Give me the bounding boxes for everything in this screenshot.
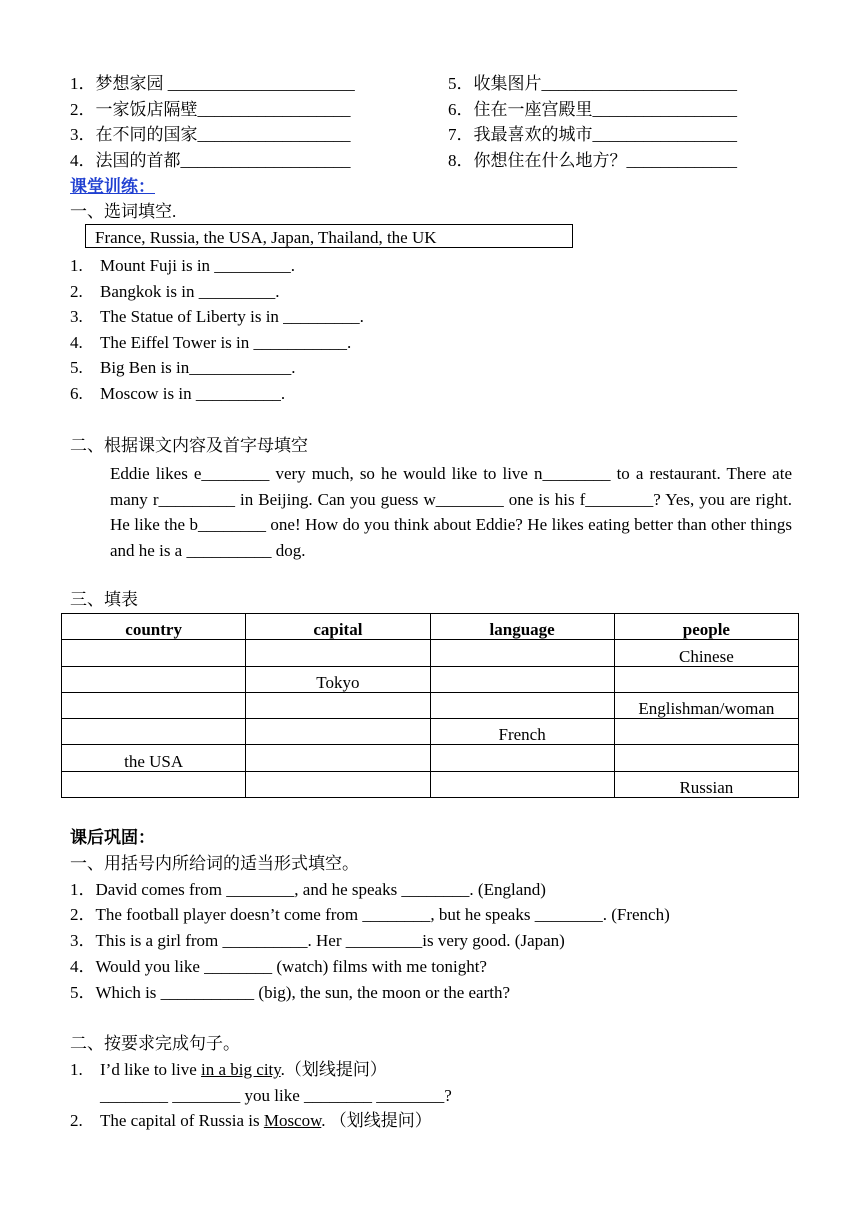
list-item: 5．Which is ___________ (big), the sun, the moon or the earth? bbox=[70, 983, 511, 1002]
table-cell: Chinese bbox=[614, 640, 798, 666]
vocab-item: 4．法国的首都____________________ bbox=[70, 151, 351, 170]
column-header: language bbox=[430, 614, 614, 640]
table-cell bbox=[246, 771, 430, 797]
list-item: 5. Big Ben is in____________. bbox=[70, 358, 296, 377]
underlined-phrase: Moscow bbox=[263, 1111, 322, 1130]
word-bank-text: France, Russia, the USA, Japan, Thailand, the UK bbox=[95, 228, 437, 247]
table-cell bbox=[430, 640, 614, 666]
vocab-item: 6．住在一座宫殿里_________________ bbox=[448, 100, 737, 119]
vocab-item: 5．收集图片_______________________ bbox=[448, 74, 737, 93]
table-cell bbox=[614, 719, 798, 745]
list-item: 4. The Eiffel Tower is in ___________. bbox=[70, 333, 352, 352]
table-cell bbox=[614, 745, 798, 771]
table-row bbox=[62, 640, 799, 666]
table-cell bbox=[430, 666, 614, 692]
table-cell bbox=[614, 666, 798, 692]
table-cell: the USA bbox=[62, 745, 246, 771]
underlined-phrase: in a big city bbox=[201, 1060, 281, 1079]
part1-title: 一、选词填空. bbox=[70, 202, 177, 221]
list-item: 2. Bangkok is in _________. bbox=[70, 282, 280, 301]
after-class-heading: 课后巩固： bbox=[70, 828, 155, 847]
fill-table bbox=[61, 613, 799, 798]
table-cell bbox=[246, 640, 430, 666]
table-cell bbox=[62, 692, 246, 718]
vocab-item: 1．梦想家园 ______________________ bbox=[70, 74, 355, 93]
vocab-item: 3．在不同的国家__________________ bbox=[70, 125, 351, 144]
list-item: 4．Would you like ________ (watch) films with me tonight? bbox=[70, 957, 487, 976]
table-row bbox=[62, 771, 799, 797]
class-training-heading: 课堂训练： bbox=[70, 177, 155, 196]
column-header: country bbox=[62, 614, 246, 640]
table-cell bbox=[430, 745, 614, 771]
word-bank-box bbox=[85, 224, 573, 248]
table-row bbox=[62, 692, 799, 718]
table-row bbox=[62, 666, 799, 692]
list-item: 2．The football player doesn’t come from ________, but he speaks ________. (French) bbox=[70, 905, 670, 924]
table-cell bbox=[430, 692, 614, 718]
part2-title: 二、根据课文内容及首字母填空 bbox=[70, 436, 308, 455]
answer-line: ________ ________ you like ________ ________? bbox=[100, 1086, 452, 1105]
table-cell bbox=[246, 692, 430, 718]
column-header: capital bbox=[246, 614, 430, 640]
list-item: 1. Mount Fuji is in _________. bbox=[70, 256, 296, 275]
vocab-item: 8．你想住在什么地方？_____________ bbox=[448, 151, 737, 170]
table-row bbox=[62, 745, 799, 771]
after-part2-title: 二、按要求完成句子。 bbox=[70, 1034, 240, 1053]
column-header: people bbox=[614, 614, 798, 640]
list-item: 3. The Statue of Liberty is in _________. bbox=[70, 307, 364, 326]
list-item: 3．This is a girl from __________. Her _________is very good. (Japan) bbox=[70, 931, 565, 950]
vocab-item: 7．我最喜欢的城市_________________ bbox=[448, 125, 737, 144]
table-cell bbox=[62, 719, 246, 745]
vocab-item: 2．一家饭店隔壁__________________ bbox=[70, 100, 351, 119]
table-cell: Russian bbox=[614, 771, 798, 797]
table-cell: Tokyo bbox=[246, 666, 430, 692]
table-cell bbox=[62, 771, 246, 797]
table-cell bbox=[62, 666, 246, 692]
table-cell: Englishman/woman bbox=[614, 692, 798, 718]
list-item: 1. I’d like to live in a big city.（划线提问） bbox=[70, 1060, 387, 1079]
table-cell: French bbox=[430, 719, 614, 745]
list-item: 6. Moscow is in __________. bbox=[70, 384, 286, 403]
part3-title: 三、填表 bbox=[70, 590, 138, 609]
table-cell bbox=[62, 640, 246, 666]
cloze-paragraph: Eddie likes e________ very much, so he would like to live n________ to a restaurant. There ate many r_________ in Beijing. Can you guess w________ one is his f________? Yes, you are right. He like the b________ one! How do you think about Eddie? He likes eating better than other things and he is a __________ dog. bbox=[110, 464, 792, 561]
table-cell bbox=[246, 745, 430, 771]
table-cell bbox=[430, 771, 614, 797]
table-cell bbox=[246, 719, 430, 745]
table-row bbox=[62, 719, 799, 745]
list-item: 2. The capital of Russia is Moscow. （划线提问） bbox=[70, 1111, 432, 1130]
after-part1-title: 一、用括号内所给词的适当形式填空。 bbox=[70, 854, 359, 873]
list-item: 1．David comes from ________, and he speaks ________. (England) bbox=[70, 880, 546, 899]
table-header-row bbox=[62, 614, 799, 640]
